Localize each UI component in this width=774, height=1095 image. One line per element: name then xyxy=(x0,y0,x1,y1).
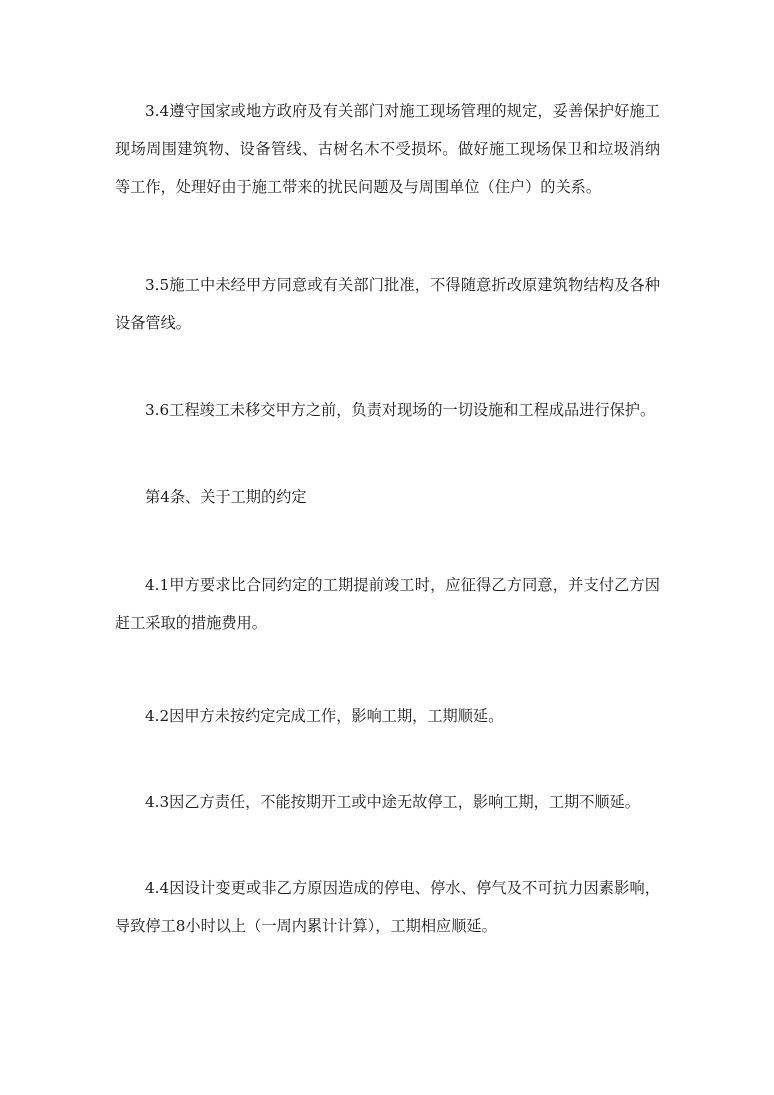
clause-4-3: 4.3因乙方责任，不能按期开工或中途无故停工，影响工期，工期不顺延。 xyxy=(145,793,640,811)
clause-3-6: 3.6工程竣工未移交甲方之前，负责对现场的一切设施和工程成品进行保护。 xyxy=(145,401,656,419)
clause-4-4: 4.4因设计变更或非乙方原因造成的停电、停水、停气及不可抗力因素影响，导致停工8小时以上（一周内累计计算），工期相应顺延。 xyxy=(115,879,660,935)
clause-3-4: 3.4遵守国家或地方政府及有关部门对施工现场管理的规定，妥善保护好施工现场周围建筑物、设备管线、古树名木不受损坏。做好施工现场保卫和垃圾消纳等工作，处理好由于施工带来的扰民问题及与周围单位（住户）的关系。 xyxy=(115,102,660,196)
clause-4-2: 4.2因甲方未按约定完成工作，影响工期，工期顺延。 xyxy=(145,707,504,725)
clause-3-5: 3.5施工中未经甲方同意或有关部门批准，不得随意折改原建筑物结构及各种设备管线。 xyxy=(115,276,660,332)
clause-4-1: 4.1甲方要求比合同约定的工期提前竣工时，应征得乙方同意，并支付乙方因赶工采取的措施费用。 xyxy=(115,576,660,632)
article-4-heading: 第4条、关于工期的约定 xyxy=(145,488,307,506)
